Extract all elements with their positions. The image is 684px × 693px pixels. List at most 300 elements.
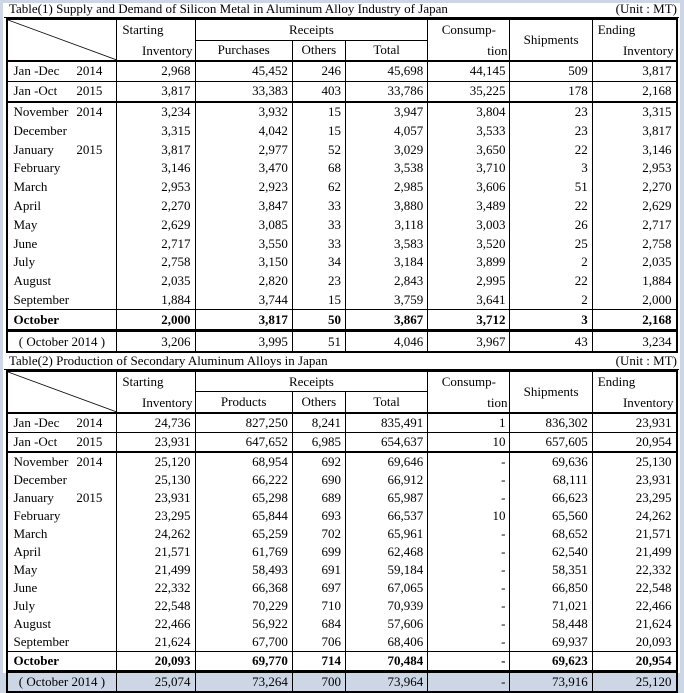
value-cell: 3,533 xyxy=(428,121,510,140)
row-label-cell xyxy=(7,561,117,579)
value-cell: 3,804 xyxy=(428,102,510,122)
table-row xyxy=(7,121,677,140)
row-month: January xyxy=(13,489,54,505)
value-cell: 21,624 xyxy=(592,615,676,633)
table2-col-consumption xyxy=(428,371,510,413)
row-year: 2014 xyxy=(76,63,103,79)
value-cell: 2,758 xyxy=(117,253,195,272)
row-month: May xyxy=(13,216,38,232)
value-cell: 66,222 xyxy=(195,471,292,489)
header-starting: Starting xyxy=(122,373,164,389)
table1-unit-label: (Unit : MT) xyxy=(615,1,677,16)
table-row xyxy=(7,102,677,122)
table2-col-ending-inventory xyxy=(592,371,676,413)
value-cell: 3,759 xyxy=(345,291,427,310)
value-cell: 69,770 xyxy=(195,651,292,671)
value-cell: 51 xyxy=(292,331,345,352)
header-consump: Consump- xyxy=(441,373,496,389)
value-cell: 66,912 xyxy=(345,471,427,489)
row-label-cell xyxy=(7,525,117,543)
row-year: 2015 xyxy=(76,141,103,157)
value-cell: 3,184 xyxy=(345,253,427,272)
row-month: May xyxy=(13,561,38,577)
row-period: Jan -Oct xyxy=(13,83,58,99)
value-cell: 3,520 xyxy=(428,234,510,253)
value-cell: 3 xyxy=(510,310,592,331)
value-cell: 70,939 xyxy=(345,597,427,615)
table-row xyxy=(7,432,677,452)
value-cell: 15 xyxy=(292,121,345,140)
table1-supply-demand-silicon-metal xyxy=(6,18,678,353)
table-row xyxy=(7,507,677,525)
value-cell: 23,295 xyxy=(592,489,676,507)
value-cell: 23 xyxy=(292,272,345,291)
value-cell: 403 xyxy=(292,81,345,101)
value-cell: 3,947 xyxy=(345,102,427,122)
row-label-cell xyxy=(7,597,117,615)
row-month: September xyxy=(13,633,70,649)
header-inventory: Inventory xyxy=(141,43,193,58)
row-month: October xyxy=(13,652,59,668)
value-cell: 22,466 xyxy=(592,597,676,615)
value-cell: - xyxy=(428,489,510,507)
value-cell: 2,168 xyxy=(592,310,676,331)
table-row xyxy=(7,561,677,579)
value-cell: 22,548 xyxy=(117,597,195,615)
value-cell: 70,229 xyxy=(195,597,292,615)
row-period: Jan -Oct xyxy=(13,433,58,449)
value-cell: 2,629 xyxy=(117,215,195,234)
row-label-cell xyxy=(7,159,117,178)
value-cell: 23,295 xyxy=(117,507,195,525)
value-cell: 3,029 xyxy=(345,140,427,159)
value-cell: 23,931 xyxy=(117,489,195,507)
value-cell: - xyxy=(428,633,510,652)
value-cell: - xyxy=(428,651,510,671)
value-cell: 2,820 xyxy=(195,272,292,291)
value-cell: 697 xyxy=(292,579,345,597)
row-label-cell xyxy=(7,432,117,452)
value-cell: 2,717 xyxy=(592,215,676,234)
value-cell: 2,000 xyxy=(592,291,676,310)
table-row xyxy=(7,178,677,197)
row-month: March xyxy=(13,179,48,195)
value-cell: 68,111 xyxy=(510,471,592,489)
row-label-cell xyxy=(7,140,117,159)
table-row xyxy=(7,81,677,101)
value-cell: 3,146 xyxy=(592,140,676,159)
row-label-cell xyxy=(7,615,117,633)
row-label-cell xyxy=(7,452,117,471)
value-cell: 178 xyxy=(510,81,592,101)
value-cell: 2,995 xyxy=(428,272,510,291)
value-cell: - xyxy=(428,671,510,692)
value-cell: 73,264 xyxy=(195,671,292,692)
table1-title-row xyxy=(4,3,679,18)
value-cell: 3,899 xyxy=(428,253,510,272)
table1-title: Table(1) Supply and Demand of Silicon Metal in Aluminum Alloy Industry of Japan xyxy=(9,1,448,16)
value-cell: 25,120 xyxy=(117,452,195,471)
value-cell: 21,499 xyxy=(592,543,676,561)
value-cell: 3,712 xyxy=(428,310,510,331)
value-cell: 3,932 xyxy=(195,102,292,122)
value-cell: 65,961 xyxy=(345,525,427,543)
value-cell: 2 xyxy=(510,253,592,272)
row-year: 2014 xyxy=(76,414,103,430)
value-cell: 58,351 xyxy=(510,561,592,579)
value-cell: 3,817 xyxy=(592,61,676,81)
value-cell: 73,964 xyxy=(345,671,427,692)
value-cell: 69,937 xyxy=(510,633,592,652)
table-row xyxy=(7,215,677,234)
value-cell: 246 xyxy=(292,61,345,81)
row-label-cell xyxy=(7,121,117,140)
value-cell: 684 xyxy=(292,615,345,633)
value-cell: 57,606 xyxy=(345,615,427,633)
table1-col-total: Total xyxy=(345,40,427,61)
value-cell: - xyxy=(428,579,510,597)
value-cell: 62 xyxy=(292,178,345,197)
row-label-cell xyxy=(7,234,117,253)
value-cell: 70,484 xyxy=(345,651,427,671)
value-cell: 2,270 xyxy=(117,197,195,216)
row-month: April xyxy=(13,543,41,559)
table-row xyxy=(7,234,677,253)
table-row xyxy=(7,452,677,471)
value-cell: 51 xyxy=(510,178,592,197)
value-cell: 45,698 xyxy=(345,61,427,81)
row-month: February xyxy=(13,160,61,176)
table-row-october-2014-reference xyxy=(7,671,677,692)
value-cell: 23,931 xyxy=(592,413,676,433)
value-cell: 714 xyxy=(292,651,345,671)
table2-corner-cell xyxy=(7,371,117,413)
value-cell: 23,931 xyxy=(117,432,195,452)
table-row xyxy=(7,525,677,543)
row-month: June xyxy=(13,579,38,595)
value-cell: 68 xyxy=(292,159,345,178)
value-cell: 22,332 xyxy=(117,579,195,597)
table-row xyxy=(7,579,677,597)
row-label-cell xyxy=(7,291,117,310)
value-cell: 1,884 xyxy=(117,291,195,310)
table-row xyxy=(7,413,677,433)
value-cell: 33,383 xyxy=(195,81,292,101)
row-label-cell xyxy=(7,178,117,197)
value-cell: 2,977 xyxy=(195,140,292,159)
value-cell: 1,884 xyxy=(592,272,676,291)
table-row-october-2014-reference xyxy=(7,331,677,352)
table-row xyxy=(7,159,677,178)
value-cell: 20,093 xyxy=(592,633,676,652)
value-cell: 2,923 xyxy=(195,178,292,197)
value-cell: 43 xyxy=(510,331,592,352)
value-cell: 693 xyxy=(292,507,345,525)
table1-col-purchases: Purchases xyxy=(195,40,292,61)
table2-title-row xyxy=(4,352,679,370)
value-cell: 654,637 xyxy=(345,432,427,452)
row-month: December xyxy=(13,471,67,487)
value-cell: 20,954 xyxy=(592,651,676,671)
value-cell: 2,717 xyxy=(117,234,195,253)
row-label-cell xyxy=(7,61,117,81)
row-label-cell xyxy=(7,81,117,101)
value-cell: 23 xyxy=(510,102,592,122)
table2-col-products: Products xyxy=(195,392,292,413)
value-cell: 65,987 xyxy=(345,489,427,507)
value-cell: 24,262 xyxy=(592,507,676,525)
value-cell: 23,931 xyxy=(592,471,676,489)
value-cell: 836,302 xyxy=(510,413,592,433)
row-month: July xyxy=(13,254,36,270)
value-cell: 25,130 xyxy=(117,471,195,489)
value-cell: 65,298 xyxy=(195,489,292,507)
table-row xyxy=(7,61,677,81)
value-cell: 45,452 xyxy=(195,61,292,81)
value-cell: 69,636 xyxy=(510,452,592,471)
value-cell: 3,489 xyxy=(428,197,510,216)
value-cell: 21,499 xyxy=(117,561,195,579)
value-cell: 21,571 xyxy=(592,525,676,543)
header-inventory: Inventory xyxy=(141,394,193,410)
value-cell: 690 xyxy=(292,471,345,489)
table2-col-receipts: Receipts xyxy=(195,371,428,392)
row-year: 2014 xyxy=(76,453,103,469)
row-month: July xyxy=(13,597,36,613)
header-ending: Ending xyxy=(597,373,636,389)
value-cell: 10 xyxy=(428,432,510,452)
table-row xyxy=(7,253,677,272)
value-cell: 58,493 xyxy=(195,561,292,579)
value-cell: 835,491 xyxy=(345,413,427,433)
value-cell: 3,550 xyxy=(195,234,292,253)
value-cell: 66,623 xyxy=(510,489,592,507)
row-label-cell xyxy=(7,310,117,331)
row-label-cell xyxy=(7,197,117,216)
value-cell: - xyxy=(428,615,510,633)
value-cell: 2,953 xyxy=(592,159,676,178)
table-row xyxy=(7,543,677,561)
row-month: March xyxy=(13,525,48,541)
row-month: October xyxy=(13,311,59,327)
value-cell: 3,315 xyxy=(117,121,195,140)
value-cell: 10 xyxy=(428,507,510,525)
value-cell: 21,624 xyxy=(117,633,195,652)
value-cell: 52 xyxy=(292,140,345,159)
value-cell: 68,406 xyxy=(345,633,427,652)
row-month: September xyxy=(13,291,70,307)
table-row xyxy=(7,140,677,159)
table1-corner-cell xyxy=(7,19,117,61)
value-cell: 700 xyxy=(292,671,345,692)
value-cell: 710 xyxy=(292,597,345,615)
value-cell: 22,548 xyxy=(592,579,676,597)
header-tion: tion xyxy=(487,394,508,410)
row-label-cell xyxy=(7,272,117,291)
value-cell: 3,470 xyxy=(195,159,292,178)
diagonal-line xyxy=(8,372,117,412)
value-cell: 62,540 xyxy=(510,543,592,561)
value-cell: 3 xyxy=(510,159,592,178)
row-label-cell xyxy=(7,253,117,272)
value-cell: 71,021 xyxy=(510,597,592,615)
value-cell: 65,844 xyxy=(195,507,292,525)
value-cell: - xyxy=(428,597,510,615)
row-month: June xyxy=(13,235,38,251)
value-cell: 3,817 xyxy=(117,140,195,159)
row-label-cell xyxy=(7,413,117,433)
header-consump: Consump- xyxy=(441,22,496,37)
value-cell: 22,466 xyxy=(117,615,195,633)
table2-col-shipments: Shipments xyxy=(510,371,592,413)
value-cell: 22 xyxy=(510,272,592,291)
value-cell: 33 xyxy=(292,215,345,234)
value-cell: 25,130 xyxy=(592,452,676,471)
row-label-cell xyxy=(7,633,117,652)
table2-col-total: Total xyxy=(345,392,427,413)
value-cell: 2,758 xyxy=(592,234,676,253)
value-cell: 58,448 xyxy=(510,615,592,633)
row-month: November xyxy=(13,453,69,469)
value-cell: 3,206 xyxy=(117,331,195,352)
value-cell: 2,629 xyxy=(592,197,676,216)
value-cell: 15 xyxy=(292,102,345,122)
value-cell: 692 xyxy=(292,452,345,471)
value-cell: 3,315 xyxy=(592,102,676,122)
row-month: April xyxy=(13,197,41,213)
value-cell: 33 xyxy=(292,234,345,253)
document-page xyxy=(3,1,680,689)
table-row xyxy=(7,597,677,615)
value-cell: 2 xyxy=(510,291,592,310)
table2-unit-label: (Unit : MT) xyxy=(615,352,677,368)
value-cell: 66,537 xyxy=(345,507,427,525)
row-label-cell xyxy=(7,489,117,507)
value-cell: 67,700 xyxy=(195,633,292,652)
value-cell: 2,968 xyxy=(117,61,195,81)
value-cell: 2,270 xyxy=(592,178,676,197)
value-cell: 3,150 xyxy=(195,253,292,272)
table-row xyxy=(7,197,677,216)
row-label-cell xyxy=(7,507,117,525)
value-cell: - xyxy=(428,525,510,543)
value-cell: 66,368 xyxy=(195,579,292,597)
value-cell: 61,769 xyxy=(195,543,292,561)
table-row xyxy=(7,272,677,291)
value-cell: 65,560 xyxy=(510,507,592,525)
table2-col-others: Others xyxy=(292,392,345,413)
table1-col-starting-inventory xyxy=(117,19,195,61)
table-row xyxy=(7,615,677,633)
value-cell: 3,538 xyxy=(345,159,427,178)
value-cell: 4,046 xyxy=(345,331,427,352)
value-cell: 3,817 xyxy=(117,81,195,101)
value-cell: 65,259 xyxy=(195,525,292,543)
row-label-cell xyxy=(7,102,117,122)
value-cell: 34 xyxy=(292,253,345,272)
value-cell: 3,234 xyxy=(117,102,195,122)
row-month: August xyxy=(13,273,52,289)
value-cell: 3,995 xyxy=(195,331,292,352)
value-cell: 3,817 xyxy=(592,121,676,140)
row-label-cell xyxy=(7,543,117,561)
header-starting: Starting xyxy=(122,22,164,37)
value-cell: 3,967 xyxy=(428,331,510,352)
table-row xyxy=(7,291,677,310)
row-month: August xyxy=(13,615,52,631)
row-month: February xyxy=(13,507,61,523)
value-cell: 691 xyxy=(292,561,345,579)
value-cell: 3,650 xyxy=(428,140,510,159)
value-cell: 4,057 xyxy=(345,121,427,140)
value-cell: 68,954 xyxy=(195,452,292,471)
row-label-cell xyxy=(7,215,117,234)
value-cell: 67,065 xyxy=(345,579,427,597)
value-cell: 33,786 xyxy=(345,81,427,101)
header-tion: tion xyxy=(487,43,508,58)
value-cell: 3,606 xyxy=(428,178,510,197)
row-label-cell xyxy=(7,651,117,671)
value-cell: 33 xyxy=(292,197,345,216)
table-row-october-bold xyxy=(7,651,677,671)
row-period: Jan -Dec xyxy=(13,63,60,79)
value-cell: 2,985 xyxy=(345,178,427,197)
value-cell: 3,710 xyxy=(428,159,510,178)
value-cell: 22 xyxy=(510,140,592,159)
value-cell: 6,985 xyxy=(292,432,345,452)
row-year: 2015 xyxy=(76,433,103,449)
header-inventory: Inventory xyxy=(622,394,674,410)
header-inventory: Inventory xyxy=(622,43,674,58)
value-cell: 3,641 xyxy=(428,291,510,310)
value-cell: 2,843 xyxy=(345,272,427,291)
row-month: November xyxy=(13,103,69,119)
value-cell: 15 xyxy=(292,291,345,310)
table1-col-receipts: Receipts xyxy=(195,19,428,40)
value-cell: 3,003 xyxy=(428,215,510,234)
value-cell: - xyxy=(428,561,510,579)
value-cell: 23 xyxy=(510,121,592,140)
table-row xyxy=(7,633,677,652)
value-cell: 25 xyxy=(510,234,592,253)
value-cell: 25,074 xyxy=(117,671,195,692)
value-cell: 3,880 xyxy=(345,197,427,216)
value-cell: 24,262 xyxy=(117,525,195,543)
row-label-cell xyxy=(7,579,117,597)
value-cell: 56,922 xyxy=(195,615,292,633)
value-cell: 21,571 xyxy=(117,543,195,561)
value-cell: - xyxy=(428,543,510,561)
value-cell: 8,241 xyxy=(292,413,345,433)
value-cell: 22 xyxy=(510,197,592,216)
table1-col-ending-inventory xyxy=(592,19,676,61)
value-cell: 509 xyxy=(510,61,592,81)
row-label-cell xyxy=(7,471,117,489)
table2-title: Table(2) Production of Secondary Aluminum Alloys in Japan xyxy=(9,352,328,368)
value-cell: 24,736 xyxy=(117,413,195,433)
table-row xyxy=(7,489,677,507)
value-cell: 3,817 xyxy=(195,310,292,331)
table-row xyxy=(7,471,677,489)
row-period: Jan -Dec xyxy=(13,414,60,430)
value-cell: 2,168 xyxy=(592,81,676,101)
diagonal-line xyxy=(8,20,117,60)
value-cell: 827,250 xyxy=(195,413,292,433)
value-cell: 2,000 xyxy=(117,310,195,331)
value-cell: 59,184 xyxy=(345,561,427,579)
table1-col-shipments: Shipments xyxy=(510,19,592,61)
value-cell: 22,332 xyxy=(592,561,676,579)
